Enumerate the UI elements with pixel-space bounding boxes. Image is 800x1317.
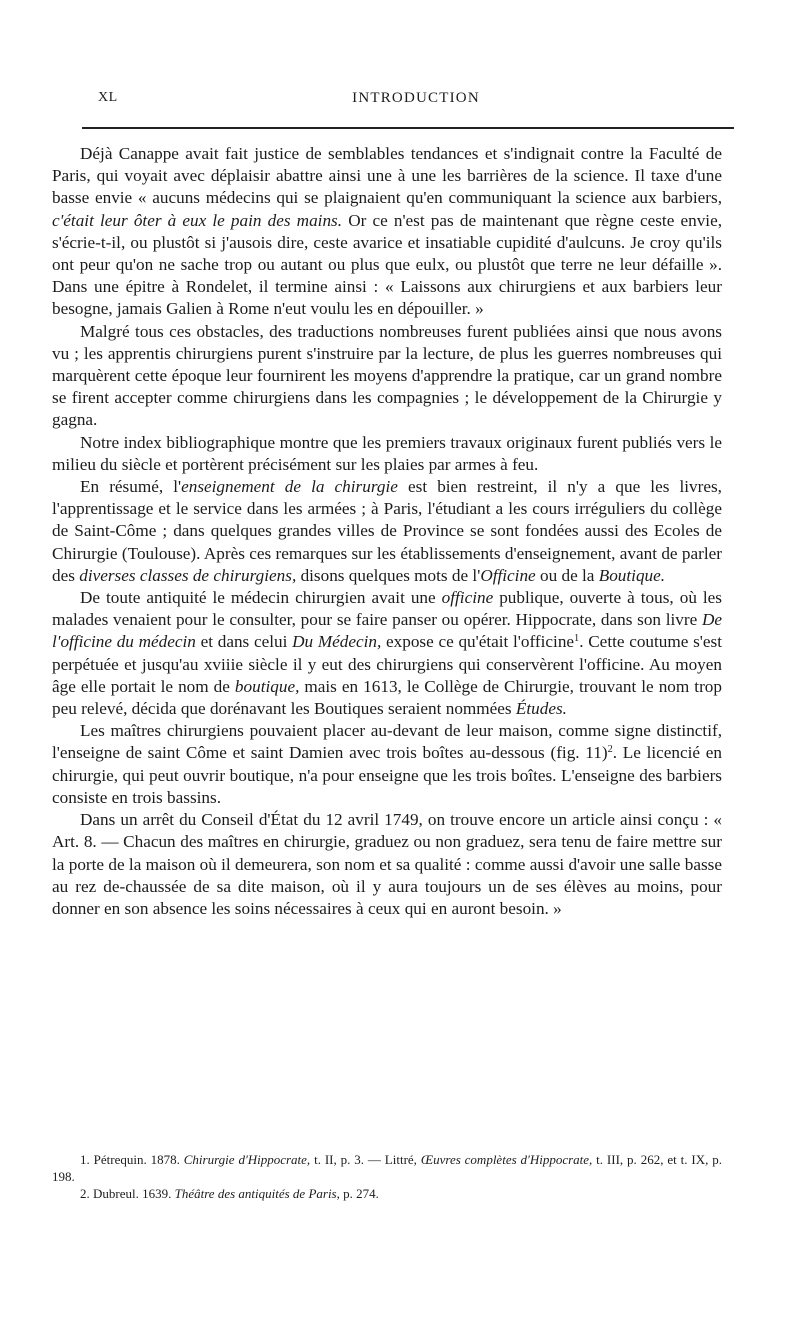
footnote-ref: 1 bbox=[574, 633, 580, 645]
paragraph: Dans un arrêt du Conseil d'État du 12 avril 1749, on trouve encore un article ainsi conçu : « Art. 8. — Chacun des maîtres en chirurgie, graduez ou non graduez, sera tenu de faire mettre sur la porte de la maison où il demeurera, son nom et sa qualité : comme aussi d'avoir une salle basse au rez de-chaussée de sa dite maison, où il y aura toujours un de ses élèves au moins, pour donner en son absence les soins nécessaires à ceux qui en auront besoin. » bbox=[52, 810, 722, 918]
footnote: 2. Dubreul. 1639. Théâtre des antiquités de Paris, p. 274. bbox=[80, 1186, 379, 1201]
page-number: XL bbox=[98, 90, 118, 105]
body-text bbox=[52, 143, 722, 920]
running-title: INTRODUCTION bbox=[352, 90, 480, 106]
paragraph: En résumé, l'enseignement de la chirurgie est bien restreint, il n'y a que les livres, l'apprentissage et le service dans les armées ; à Paris, l'étudiant a les cours irréguliers du collège de Saint-Côme ; dans quelques grandes villes de Province se sont fondées aussi des Ecoles de Chirurgie (Toulouse). Après ces remarques sur les établissements d'enseignement, avant de parler des diverses classes de chirurgiens, disons quelques mots de l'Officine ou de la Boutique. bbox=[52, 477, 722, 585]
paragraph: Les maîtres chirurgiens pouvaient placer au-devant de leur maison, comme signe distinctif, l'enseigne de saint Côme et saint Damien avec trois boîtes au-dessous (fig. 11)$^2$. Le licencié en chirurgie, qui peut ouvrir boutique, n'a pour enseigne que les trois boîtes. L'enseigne des barbiers consiste en trois bassins. bbox=[52, 721, 722, 807]
footnote-ref: 2 bbox=[607, 744, 613, 756]
footnote: 1. Pétrequin. 1878. Chirurgie d'Hippocrate, t. II, p. 3. — Littré, Œuvres complètes d'Hippocrate, t. III, p. 262, et t. IX, p. 198. bbox=[52, 1152, 722, 1184]
header-rule bbox=[82, 127, 734, 129]
paragraph: Déjà Canappe avait fait justice de semblables tendances et s'indignait contre la Faculté de Paris, qui voyait avec déplaisir abattre ainsi une à une les barrières de la science. Il taxe d'une basse envie « aucuns médecins qui se plaignaient qu'en communiquant la science aux barbiers, c'était leur ôter à eux le pain des mains. Or ce n'est pas de maintenant que règne ceste envie, s'écrie-t-il, ou plustôt si j'ausois dire, ceste avarice et insatiable cupidité d'aulcuns. Je croy qu'ils ont peur qu'on ne sache trop ou autant ou plus que eulx, ou plustôt que terre ne leur défaille ». Dans une épitre à Rondelet, il termine ainsi : « Laissons aux chirurgiens et aux barbiers leur besogne, jamais Galien à Rome n'eut voulu les en dépouiller. » bbox=[52, 144, 722, 319]
paragraph: Notre index bibliographique montre que les premiers travaux originaux furent publiés vers le milieu du siècle et portèrent précisément sur les plaies par armes à feu. bbox=[52, 432, 722, 474]
footnotes bbox=[52, 1151, 722, 1202]
paragraph: Malgré tous ces obstacles, des traductions nombreuses furent publiées ainsi que nous avons vu ; les apprentis chirurgiens purent s'instruire par la lecture, de plus les guerres nombreuses qui marquèrent cette époque leur fournirent les moyens d'apprendre la pratique, car un grand nombre se firent accepter comme chirurgiens dans les compagnies ; le développement de la Chirurgie y gagna. bbox=[52, 321, 722, 430]
paragraph: De toute antiquité le médecin chirurgien avait une officine publique, ouverte à tous, où les malades venaient pour le consulter, pour se faire panser ou opérer. Hippocrate, dans son livre De l'officine du médecin et dans celui Du Médecin, expose ce qu'était l'officine$^1$. Cette coutume s'est perpétuée et jusqu'au xviiie siècle il y eut des chirurgiens qui conservèrent l'officine. Au moyen âge elle portait le nom de boutique, mais en 1613, le Collège de Chirurgie, trouvant le nom trop peu relevé, décida que dorénavant les Boutiques seraient nommées Études. bbox=[52, 588, 722, 719]
running-header bbox=[98, 90, 734, 114]
